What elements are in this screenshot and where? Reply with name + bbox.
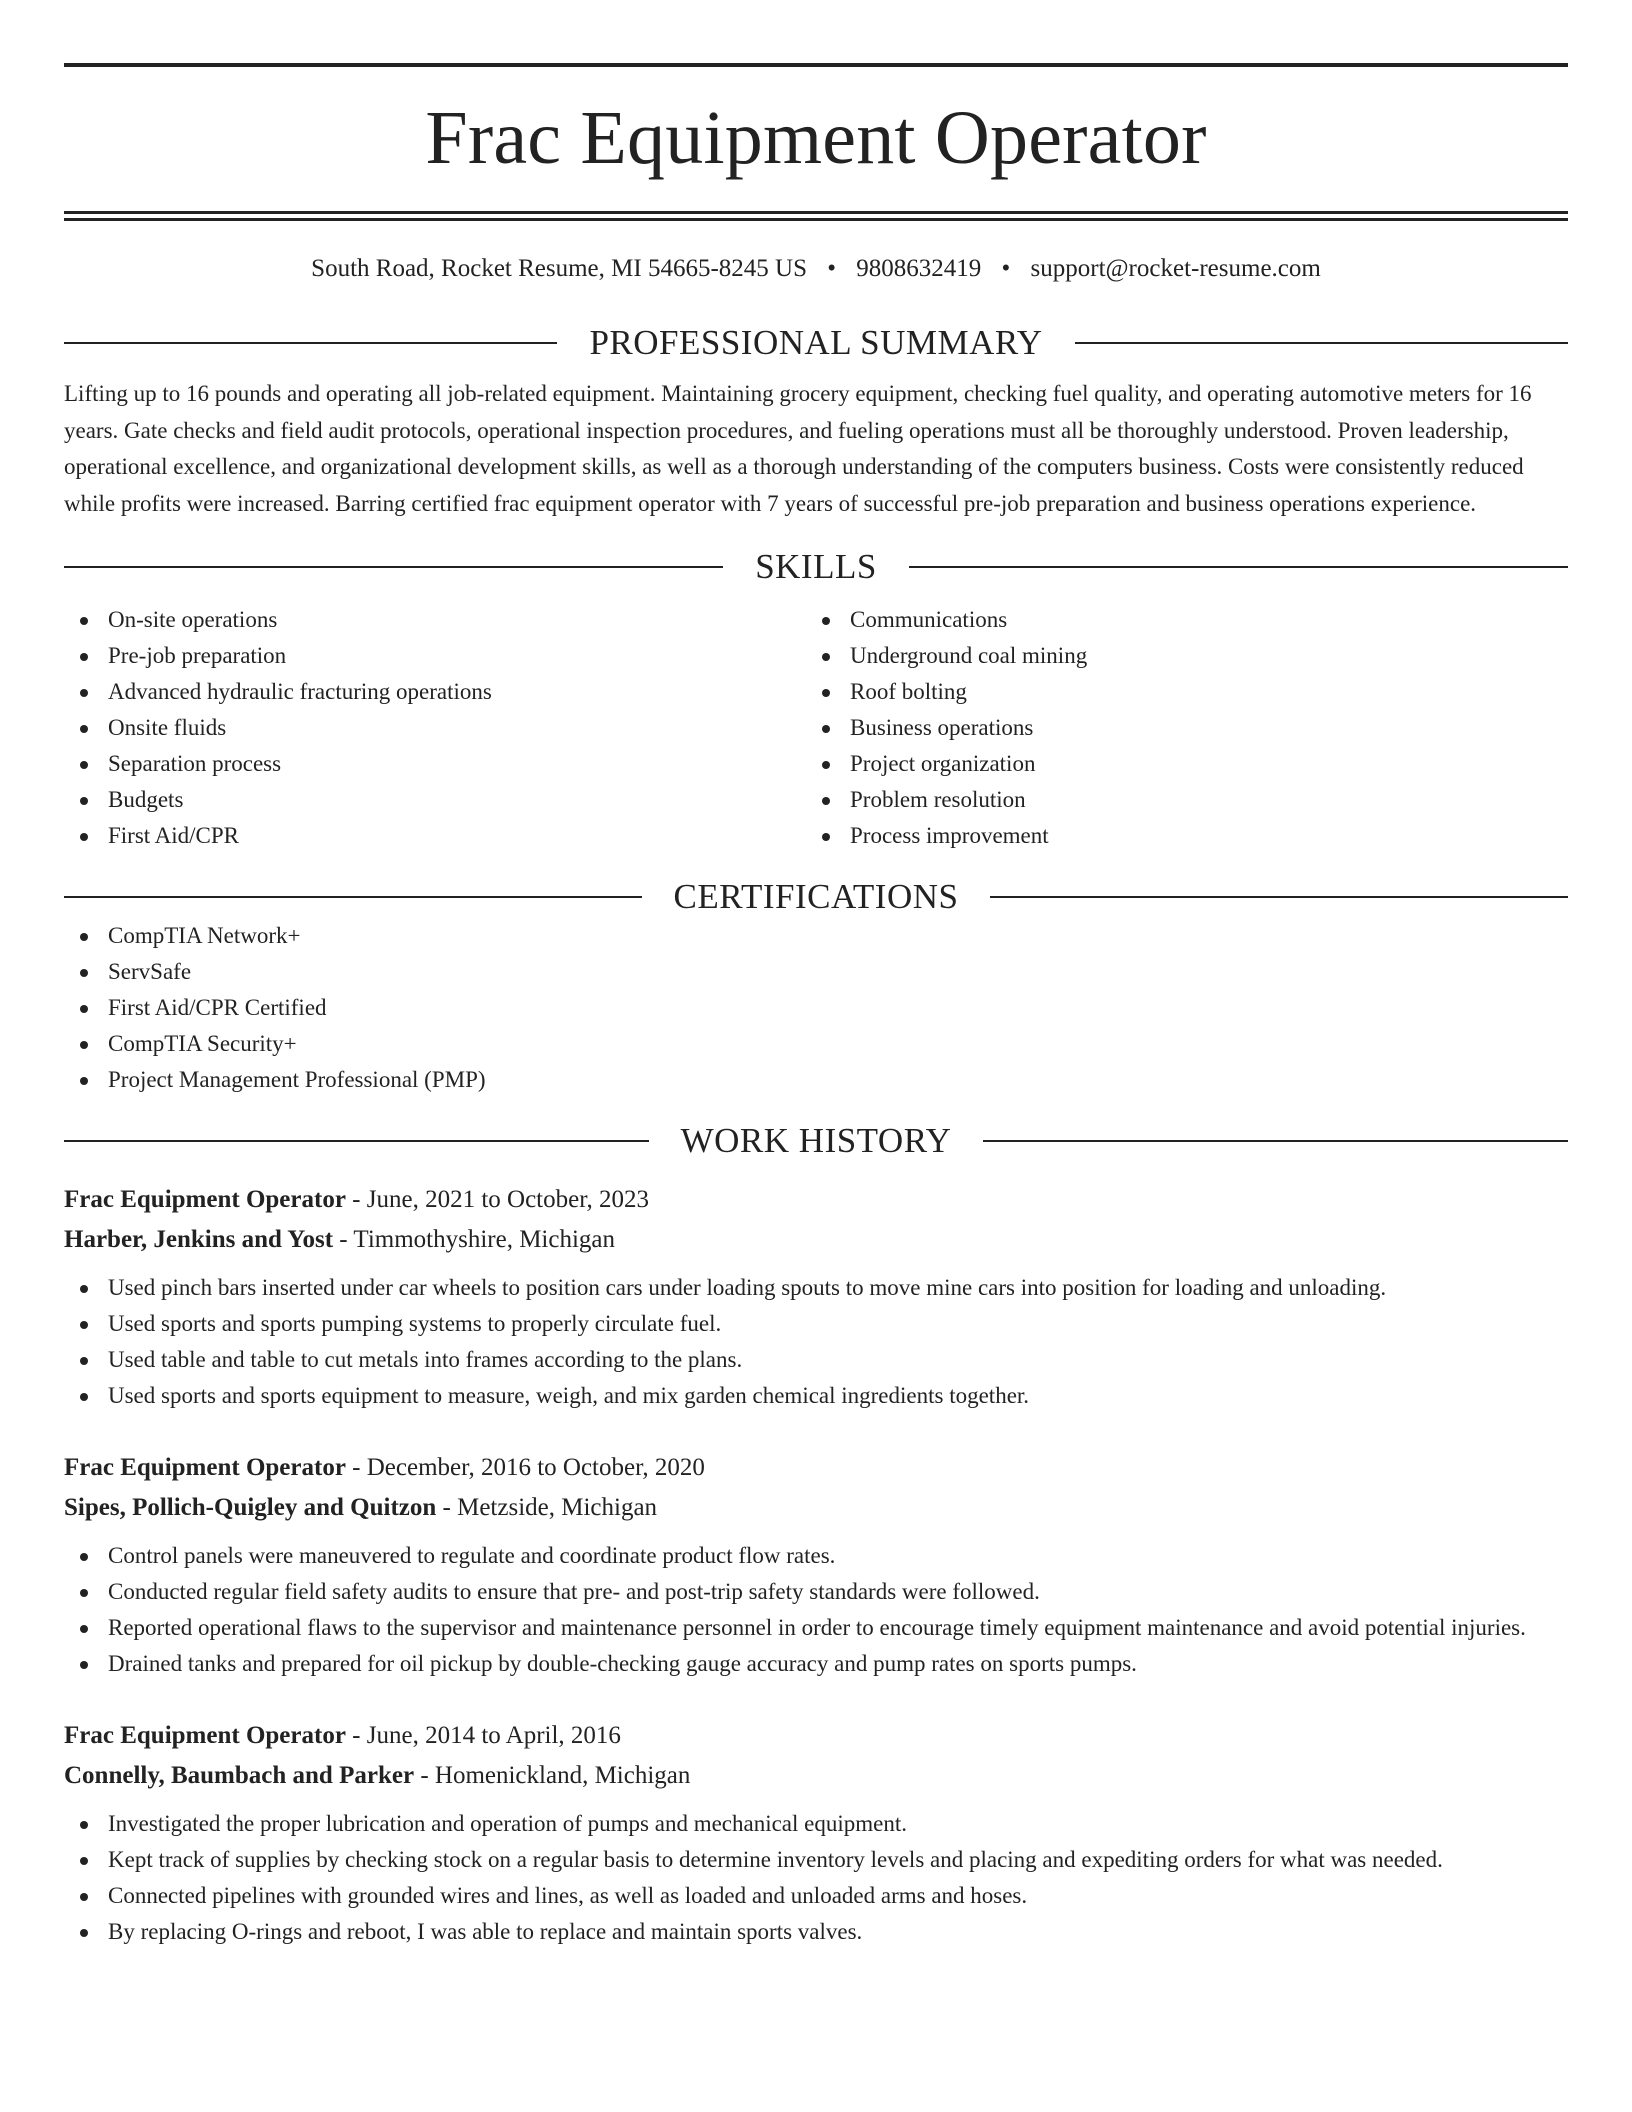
job-company: Harber, Jenkins and Yost (64, 1226, 334, 1253)
job-role: Frac Equipment Operator (64, 1722, 346, 1749)
job-company: Sipes, Pollich-Quigley and Quitzon (64, 1494, 437, 1521)
job-role-line (64, 1716, 1568, 1756)
skill-item: Project organization (806, 746, 1548, 782)
job-dash: - (345, 1454, 367, 1481)
job-company-line (64, 1756, 1568, 1796)
section-rule-right (1075, 342, 1568, 344)
section-title-work-history: WORK HISTORY (680, 1121, 952, 1160)
certification-item: ServSafe (64, 954, 1568, 990)
job-role-line (64, 1448, 1568, 1488)
job-duty-item: Used sports and sports equipment to measure, weigh, and mix garden chemical ingredients together. (64, 1378, 1568, 1414)
job-duties-list (64, 1270, 1568, 1414)
certification-item: CompTIA Network+ (64, 918, 1568, 954)
job-duty-item: Connected pipelines with grounded wires and lines, as well as loaded and unloaded arms and hoses. (64, 1878, 1568, 1914)
skill-item: Budgets (64, 782, 806, 818)
job-duty-item: Investigated the proper lubrication and operation of pumps and mechanical equipment. (64, 1806, 1568, 1842)
section-header-skills (64, 546, 1568, 588)
job-duty-item: Used table and table to cut metals into frames according to the plans. (64, 1342, 1568, 1378)
skill-item: Onsite fluids (64, 710, 806, 746)
job-duty-item: Drained tanks and prepared for oil pickup by double-checking gauge accuracy and pump rates on sports pumps. (64, 1646, 1568, 1682)
job-dash: - (414, 1762, 435, 1789)
job-dates: December, 2016 to October, 2020 (366, 1454, 705, 1481)
job-duty-item: Conducted regular field safety audits to ensure that pre- and post-trip safety standards were followed. (64, 1574, 1568, 1610)
contact-email[interactable]: support@rocket-resume.com (1030, 255, 1321, 282)
job-duty-item: Reported operational flaws to the supervisor and maintenance personnel in order to encourage timely equipment maintenance and avoid potential injuries. (64, 1610, 1568, 1646)
job-role: Frac Equipment Operator (64, 1454, 346, 1481)
job-location: Metzside, Michigan (457, 1494, 658, 1521)
job-location: Timmothyshire, Michigan (353, 1226, 616, 1253)
job-duties-list (64, 1806, 1568, 1950)
section-header-certifications (64, 876, 1568, 918)
skill-item: On-site operations (64, 602, 806, 638)
section-title-skills: SKILLS (755, 547, 877, 586)
contact-phone[interactable]: 9808632419 (856, 255, 982, 282)
job-role: Frac Equipment Operator (64, 1186, 346, 1213)
job-entry (64, 1180, 1568, 1414)
job-dates: June, 2021 to October, 2023 (366, 1186, 650, 1213)
job-duty-item: By replacing O-rings and reboot, I was able to replace and maintain sports valves. (64, 1914, 1568, 1950)
contact-line (64, 254, 1568, 284)
section-header-summary (64, 322, 1568, 364)
skills-left-list (64, 602, 806, 854)
skill-item: First Aid/CPR (64, 818, 806, 854)
job-entry (64, 1448, 1568, 1682)
job-dash: - (436, 1494, 458, 1521)
job-dates: June, 2014 to April, 2016 (366, 1722, 621, 1749)
skills-column-left (64, 602, 806, 854)
job-dash: - (345, 1722, 367, 1749)
skill-item: Separation process (64, 746, 806, 782)
header-top-rule (64, 63, 1568, 67)
certifications-list (64, 918, 1568, 1098)
job-company: Connelly, Baumbach and Parker (64, 1762, 415, 1789)
job-duty-item: Control panels were maneuvered to regulate and coordinate product flow rates. (64, 1538, 1568, 1574)
skill-item: Business operations (806, 710, 1548, 746)
section-header-work-history (64, 1120, 1568, 1162)
skills-right-list (806, 602, 1548, 854)
summary-text: Lifting up to 16 pounds and operating all job-related equipment. Maintaining grocery equipment, checking fuel quality, and operating automotive meters for 16 years. Gate checks and field audit protocols, operational inspection procedures, and fueling operations must all be thoroughly understood. Proven leadership, operational excellence, and organizational development skills, as well as a thorough understanding of the computers business. Costs were consistently reduced while profits were increased. Barring certified frac equipment operator with 7 years of successful pre-job preparation and business operations experience. (64, 381, 1532, 516)
skill-item: Pre-job preparation (64, 638, 806, 674)
section-rule-right (990, 896, 1568, 898)
skill-item: Advanced hydraulic fracturing operations (64, 674, 806, 710)
skill-item: Problem resolution (806, 782, 1548, 818)
job-location: Homenickland, Michigan (434, 1762, 691, 1789)
section-rule-left (64, 1140, 649, 1142)
job-entry (64, 1716, 1568, 1950)
section-rule-left (64, 566, 723, 568)
skills-column-right (806, 602, 1548, 854)
job-dash: - (333, 1226, 354, 1253)
section-rule-left (64, 342, 557, 344)
skill-item: Process improvement (806, 818, 1548, 854)
section-rule-right (909, 566, 1568, 568)
resume-title: Frac Equipment Operator (425, 96, 1207, 180)
section-rule-left (64, 896, 642, 898)
job-duty-item: Used pinch bars inserted under car wheels to position cars under loading spouts to move mine cars into position for loading and unloading. (64, 1270, 1568, 1306)
certification-item: First Aid/CPR Certified (64, 990, 1568, 1026)
section-rule-right (983, 1140, 1568, 1142)
job-dash: - (345, 1186, 367, 1213)
certification-item: CompTIA Security+ (64, 1026, 1568, 1062)
section-title-summary: PROFESSIONAL SUMMARY (589, 323, 1043, 362)
job-duty-item: Kept track of supplies by checking stock on a regular basis to determine inventory levels and placing and expediting orders for what was needed. (64, 1842, 1568, 1878)
skills-list (64, 602, 1568, 854)
section-title-certifications: CERTIFICATIONS (673, 877, 959, 916)
contact-address: South Road, Rocket Resume, MI 54665-8245 US (311, 255, 807, 282)
header-double-rule (64, 211, 1568, 214)
skill-item: Underground coal mining (806, 638, 1548, 674)
job-duty-item: Used sports and sports pumping systems to properly circulate fuel. (64, 1306, 1568, 1342)
certification-item: Project Management Professional (PMP) (64, 1062, 1568, 1098)
skill-item: Communications (806, 602, 1548, 638)
skill-item: Roof bolting (806, 674, 1548, 710)
contact-separator: • (1001, 255, 1011, 282)
job-company-line (64, 1220, 1568, 1260)
job-role-line (64, 1180, 1568, 1220)
resume-page (64, 0, 1568, 1950)
job-company-line (64, 1488, 1568, 1528)
contact-separator: • (827, 255, 837, 282)
job-duties-list (64, 1538, 1568, 1682)
